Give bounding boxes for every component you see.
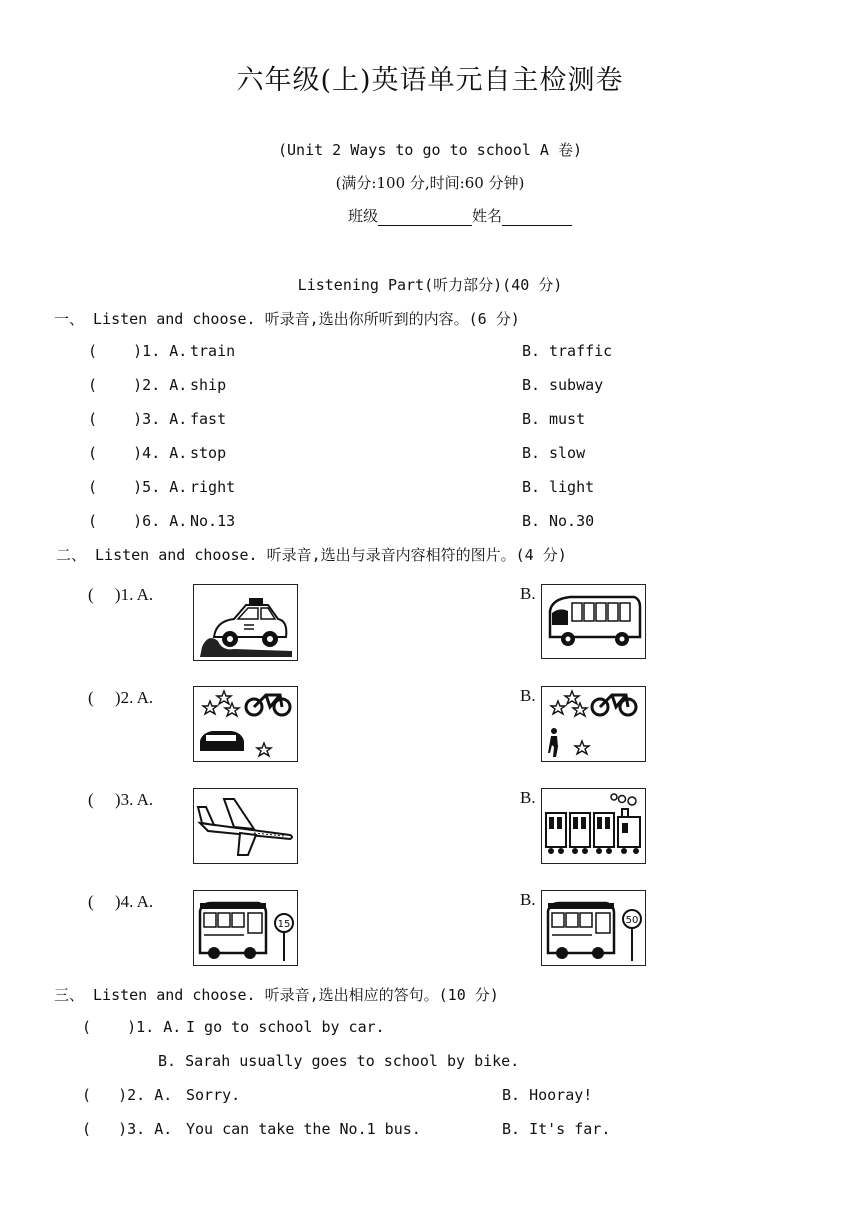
stars-bike-car-icon[interactable] bbox=[193, 686, 298, 762]
s2-q3-bracket: ( )3. A. bbox=[88, 790, 154, 809]
s3-q1-option-b: B. Sarah usually goes to school by bike. bbox=[158, 1052, 520, 1070]
s3-q2-option-a: Sorry. bbox=[186, 1086, 241, 1104]
s1-option-a: fast bbox=[190, 410, 227, 428]
s1-option-a: No.13 bbox=[190, 512, 236, 530]
taxi-car-icon[interactable] bbox=[193, 584, 298, 661]
s2-q4-b-label: B. bbox=[520, 890, 536, 909]
s3-q2-bracket: ( )2. A. bbox=[82, 1086, 173, 1104]
class-blank[interactable] bbox=[378, 209, 472, 226]
s1-bracket: ( )6. A. bbox=[88, 512, 188, 530]
s3-q3-bracket: ( )3. A. bbox=[82, 1120, 173, 1138]
s1-option-b-label: B. bbox=[522, 478, 541, 496]
s2-q2-bracket: ( )2. A. bbox=[88, 688, 154, 707]
s1-option-a: train bbox=[190, 342, 236, 360]
s1-option-b: light bbox=[549, 478, 595, 496]
page-title: 六年级(上)英语单元自主检测卷 bbox=[236, 65, 624, 96]
s1-option-a: right bbox=[190, 478, 236, 496]
train-icon[interactable] bbox=[541, 788, 646, 864]
s2-q1-bracket: ( )1. A. bbox=[88, 585, 154, 604]
s1-option-b: slow bbox=[549, 444, 586, 462]
s1-bracket: ( )2. A. bbox=[88, 376, 188, 394]
name-label: 姓名 bbox=[472, 207, 503, 225]
s1-bracket: ( )3. A. bbox=[88, 410, 188, 428]
s2-q4-bracket: ( )4. A. bbox=[88, 892, 154, 911]
s3-q1-bracket: ( )1. A. bbox=[82, 1018, 182, 1036]
s1-option-b-label: B. bbox=[522, 512, 541, 530]
section2-heading: 二、 Listen and choose. 听录音,选出与录音内容相符的图片。(4 分) bbox=[56, 546, 567, 564]
s1-option-b: No.30 bbox=[549, 512, 595, 530]
s1-option-b: must bbox=[549, 410, 586, 428]
s3-q2-option-b: B. Hooray! bbox=[502, 1086, 593, 1104]
s1-bracket: ( )5. A. bbox=[88, 478, 188, 496]
s1-option-a: ship bbox=[190, 376, 227, 394]
name-blank[interactable] bbox=[502, 209, 572, 226]
plane-icon[interactable] bbox=[193, 788, 298, 864]
bus-sign-50-icon[interactable] bbox=[541, 890, 646, 966]
score-time-info: (满分:100 分,时间:60 分钟) bbox=[335, 174, 525, 192]
s2-q2-b-label: B. bbox=[520, 686, 536, 705]
s1-option-b: traffic bbox=[549, 342, 613, 360]
stars-bike-walk-icon[interactable] bbox=[541, 686, 646, 762]
section3-heading: 三、 Listen and choose. 听录音,选出相应的答句。(10 分) bbox=[54, 986, 499, 1004]
s1-option-b-label: B. bbox=[522, 342, 541, 360]
s3-q3-option-a: You can take the No.1 bus. bbox=[186, 1120, 421, 1138]
bus-icon[interactable] bbox=[541, 584, 646, 659]
s2-q1-b-label: B. bbox=[520, 584, 536, 603]
s1-bracket: ( )4. A. bbox=[88, 444, 188, 462]
bus-sign-15-icon[interactable] bbox=[193, 890, 298, 966]
s1-option-b: subway bbox=[549, 376, 604, 394]
section1-heading: 一、 Listen and choose. 听录音,选出你所听到的内容。(6 分) bbox=[54, 310, 520, 328]
s1-option-b-label: B. bbox=[522, 376, 541, 394]
s1-option-a: stop bbox=[190, 444, 227, 462]
s3-q1-option-a: I go to school by car. bbox=[186, 1018, 385, 1036]
s2-q3-b-label: B. bbox=[520, 788, 536, 807]
class-label: 班级 bbox=[348, 207, 379, 225]
s1-option-b-label: B. bbox=[522, 410, 541, 428]
speed-sign-15: 15 bbox=[277, 919, 291, 930]
s1-bracket: ( )1. A. bbox=[88, 342, 188, 360]
s3-q3-option-b: B. It's far. bbox=[502, 1120, 611, 1138]
unit-subtitle: (Unit 2 Ways to go to school A 卷) bbox=[278, 141, 582, 159]
s1-option-b-label: B. bbox=[522, 444, 541, 462]
listening-part-heading: Listening Part(听力部分)(40 分) bbox=[297, 276, 563, 294]
class-name-line bbox=[348, 205, 572, 226]
speed-sign-50: 50 bbox=[625, 915, 639, 926]
